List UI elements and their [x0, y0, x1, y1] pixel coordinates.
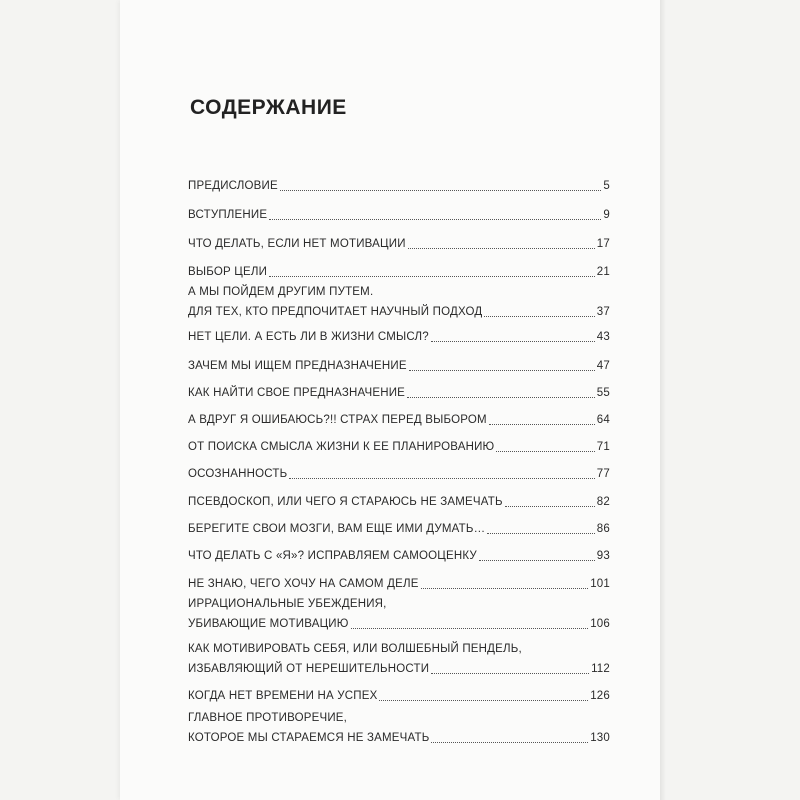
- toc-page-number: 130: [590, 732, 610, 744]
- toc-entry-title: ВЫБОР ЦЕЛИ: [188, 266, 268, 278]
- toc-page-number: 43: [596, 331, 610, 343]
- dot-leader: [408, 248, 595, 249]
- toc-entry: [188, 464, 610, 484]
- dot-leader: [269, 219, 601, 220]
- toc-entry-title: ПСЕВДОСКОП, ИЛИ ЧЕГО Я СТАРАЮСЬ НЕ ЗАМЕЧАТЬ: [188, 496, 503, 508]
- toc-entry-line: [188, 356, 610, 376]
- toc-page-number: 93: [596, 550, 610, 562]
- dot-leader: [489, 424, 595, 425]
- toc-entry-title-line: ГЛАВНОЕ ПРОТИВОРЕЧИЕ,: [188, 712, 348, 724]
- toc-entry-line: [188, 546, 610, 566]
- dot-leader: [351, 628, 589, 629]
- toc-page-number: 86: [596, 523, 610, 535]
- dot-leader: [496, 451, 594, 452]
- dot-leader: [484, 316, 594, 317]
- toc-entry-line: [188, 614, 610, 634]
- toc-entry-line: [188, 205, 610, 225]
- dot-leader: [421, 588, 589, 589]
- dot-leader: [431, 341, 595, 342]
- toc-entry-line: [188, 383, 610, 403]
- page-edge: [660, 0, 666, 800]
- toc-entry-title: А ВДРУГ Я ОШИБАЮСЬ?!! СТРАХ ПЕРЕД ВЫБОРОМ: [188, 414, 487, 426]
- toc-entry-title: ЗАЧЕМ МЫ ИЩЕМ ПРЕДНАЗНАЧЕНИЕ: [188, 360, 407, 372]
- toc-entry-line: [188, 464, 610, 484]
- toc-entry-line: [188, 437, 610, 457]
- toc-entry: [188, 327, 610, 347]
- toc-entry-title: КАК НАЙТИ СВОЕ ПРЕДНАЗНАЧЕНИЕ: [188, 387, 406, 399]
- dot-leader: [479, 560, 595, 561]
- toc-entry: [188, 437, 610, 457]
- toc-page-number: 21: [596, 266, 610, 278]
- toc-entry-line: [188, 410, 610, 430]
- toc-entry: [188, 639, 610, 679]
- toc-entry-title: КОТОРОЕ МЫ СТАРАЕМСЯ НЕ ЗАМЕЧАТЬ: [188, 732, 430, 744]
- dot-leader: [431, 673, 589, 674]
- dot-leader: [431, 742, 588, 743]
- toc-entry: [188, 410, 610, 430]
- dot-leader: [409, 370, 595, 371]
- toc-entry-title-line: А МЫ ПОЙДЕМ ДРУГИМ ПУТЕМ.: [188, 286, 374, 298]
- toc-entry: [188, 594, 610, 634]
- toc-entry-title: КОГДА НЕТ ВРЕМЕНИ НА УСПЕХ: [188, 690, 378, 702]
- toc-entry-line: [188, 659, 610, 679]
- toc-entry-title: ОТ ПОИСКА СМЫСЛА ЖИЗНИ К ЕЕ ПЛАНИРОВАНИЮ: [188, 441, 495, 453]
- toc-entry-line: [188, 176, 610, 196]
- toc-entry: [188, 546, 610, 566]
- toc-entry-title: ИЗБАВЛЯЮЩИЙ ОТ НЕРЕШИТЕЛЬНОСТИ: [188, 663, 430, 675]
- toc-page-number: 82: [596, 496, 610, 508]
- toc-entry-title: НЕТ ЦЕЛИ. А ЕСТЬ ЛИ В ЖИЗНИ СМЫСЛ?: [188, 331, 429, 343]
- toc-page-number: 77: [596, 468, 610, 480]
- toc-entry-line: [188, 327, 610, 347]
- toc-entry-line: [188, 492, 610, 512]
- toc-page-number: 5: [603, 180, 610, 192]
- toc-entry-line: [188, 728, 610, 748]
- toc-entry-title: ПРЕДИСЛОВИЕ: [188, 180, 278, 192]
- toc-entry-title: ЧТО ДЕЛАТЬ С «Я»? ИСПРАВЛЯЕМ САМООЦЕНКУ: [188, 550, 477, 562]
- toc-entry-line: [188, 686, 610, 706]
- toc-entry: [188, 686, 610, 706]
- toc-entry-title: ДЛЯ ТЕХ, КТО ПРЕДПОЧИТАЕТ НАУЧНЫЙ ПОДХОД: [188, 306, 483, 318]
- toc-page-number: 126: [590, 690, 610, 702]
- toc-entry: [188, 234, 610, 254]
- toc-entry: [188, 574, 610, 594]
- toc-entry-line: [188, 262, 610, 282]
- toc-page-number: 64: [596, 414, 610, 426]
- toc-entry-line: [188, 519, 610, 539]
- toc-page-number: 47: [596, 360, 610, 372]
- toc-page-number: 101: [590, 578, 610, 590]
- toc-page-number: 37: [596, 306, 610, 318]
- toc-entry-title: УБИВАЮЩИЕ МОТИВАЦИЮ: [188, 618, 349, 630]
- toc-entry: [188, 519, 610, 539]
- toc-entry: [188, 383, 610, 403]
- toc-entry-line: [188, 302, 610, 322]
- toc-entry-title-line: ИРРАЦИОНАЛЬНЫЕ УБЕЖДЕНИЯ,: [188, 598, 387, 610]
- dot-leader: [505, 506, 595, 507]
- toc-entry-title: ЧТО ДЕЛАТЬ, ЕСЛИ НЕТ МОТИВАЦИИ: [188, 238, 406, 250]
- toc-page-number: 55: [596, 387, 610, 399]
- dot-leader: [269, 276, 595, 277]
- toc-page-number: 112: [591, 663, 610, 675]
- toc-entry: [188, 262, 610, 282]
- page-title: СОДЕРЖАНИЕ: [190, 96, 347, 119]
- toc-entry-line: [188, 234, 610, 254]
- toc-entry: [188, 176, 610, 196]
- toc-entry-title-line: КАК МОТИВИРОВАТЬ СЕБЯ, ИЛИ ВОЛШЕБНЫЙ ПЕНДЕЛЬ,: [188, 643, 522, 655]
- toc-entry-title: БЕРЕГИТЕ СВОИ МОЗГИ, ВАМ ЕЩЕ ИМИ ДУМАТЬ…: [188, 523, 486, 535]
- toc-page-number: 17: [596, 238, 610, 250]
- dot-leader: [379, 700, 588, 701]
- toc-entry-title: ВСТУПЛЕНИЕ: [188, 209, 268, 221]
- toc-page-number: 71: [596, 441, 610, 453]
- dot-leader: [280, 190, 602, 191]
- toc-entry: [188, 492, 610, 512]
- toc-page-number: 106: [590, 618, 610, 630]
- toc-entry: [188, 708, 610, 748]
- dot-leader: [487, 533, 595, 534]
- dot-leader: [407, 397, 595, 398]
- toc-entry-title: ОСОЗНАННОСТЬ: [188, 468, 288, 480]
- toc-entry: [188, 205, 610, 225]
- toc-page-number: 9: [603, 209, 610, 221]
- toc-entry-line: [188, 574, 610, 594]
- toc-entry: [188, 356, 610, 376]
- toc-entry-title: НЕ ЗНАЮ, ЧЕГО ХОЧУ НА САМОМ ДЕЛЕ: [188, 578, 419, 590]
- toc-entry: [188, 282, 610, 322]
- dot-leader: [289, 478, 594, 479]
